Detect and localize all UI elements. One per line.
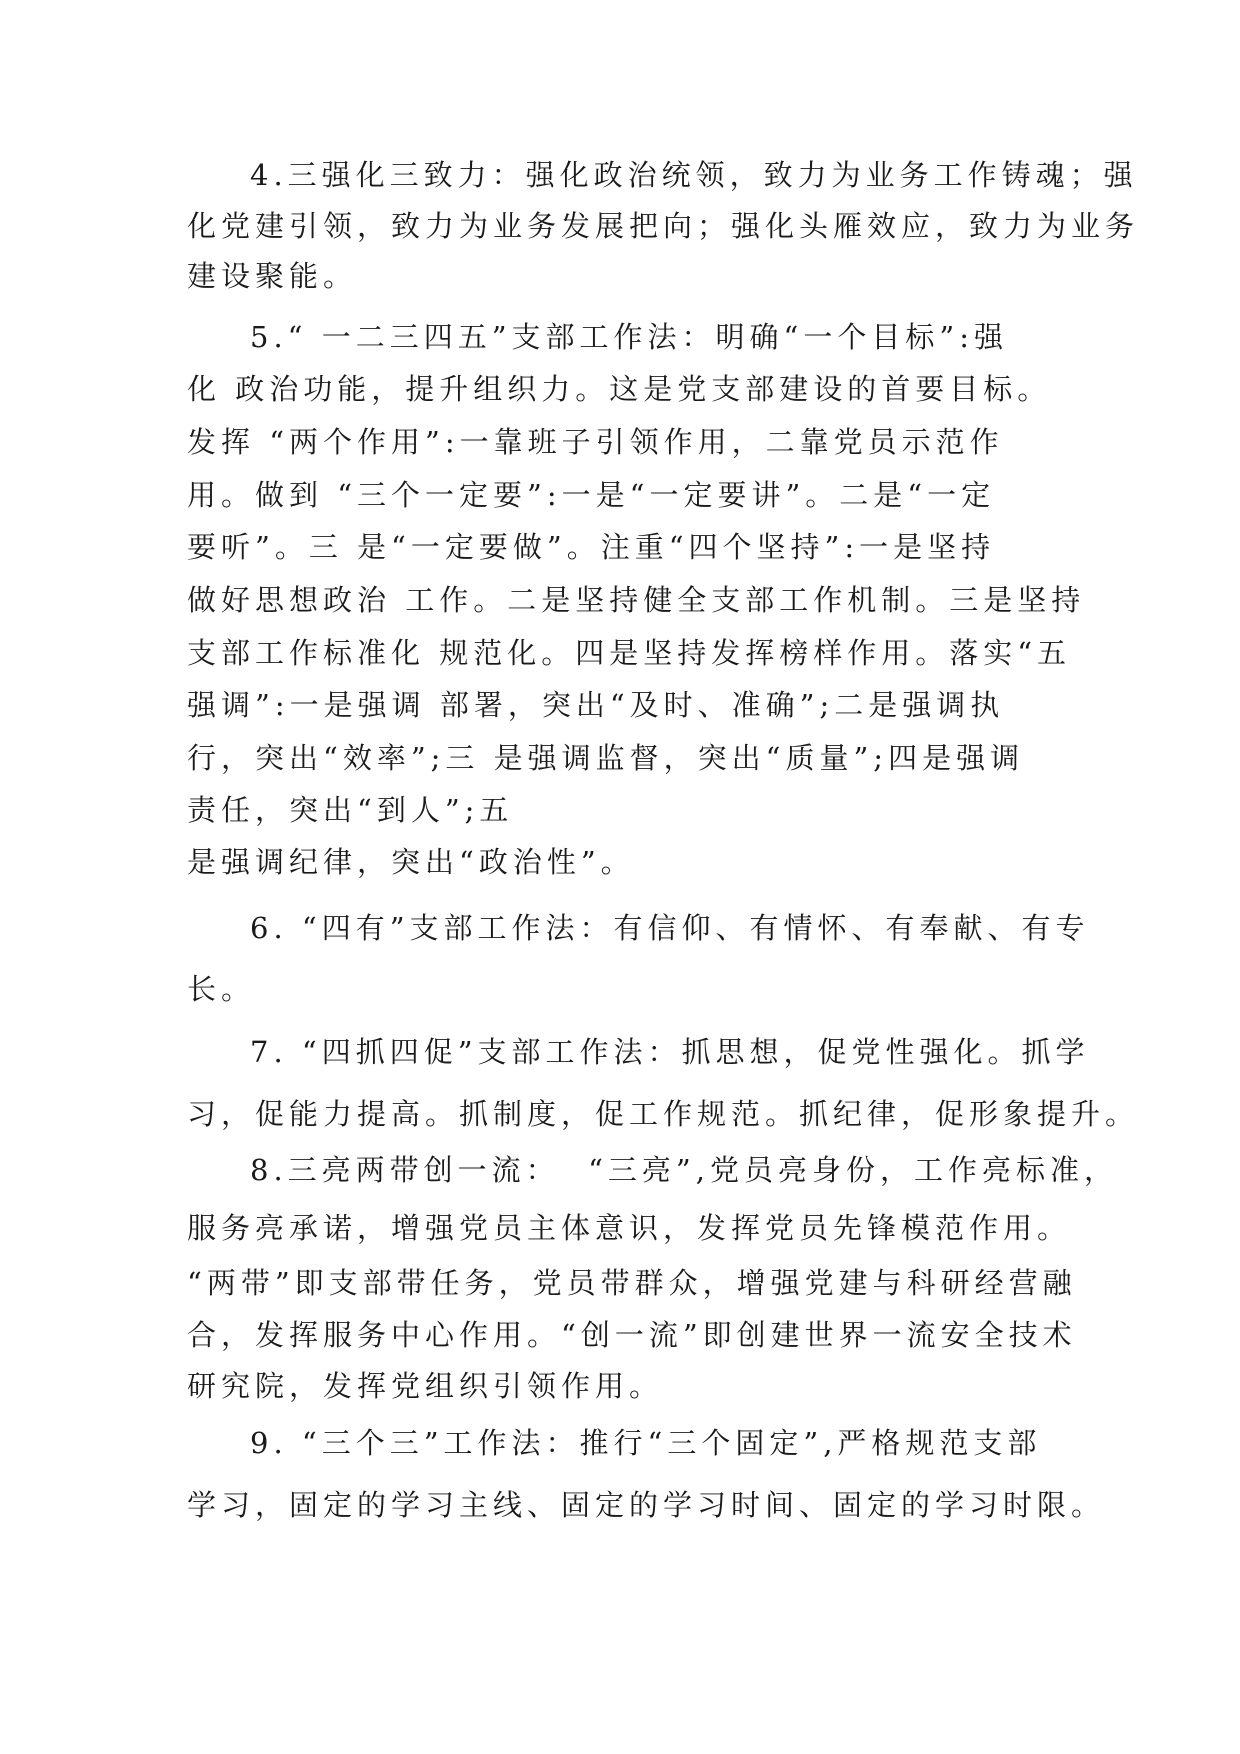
text-line: 7. “四抓四促”支部工作法：抓思想，促党性强化。抓学 (250, 1035, 1090, 1069)
text-line: 强调”:一是强调 部署，突出“及时、准确”;二是强调执 (187, 688, 1005, 722)
text-line: 行，突出“效率”;三 是强调监督，突出“质量”;四是强调 (187, 741, 1025, 775)
text-line: 合，发挥服务中心作用。“创一流”即创建世界一流安全技术 (187, 1318, 1077, 1352)
text-line: 支部工作标准化 规范化。四是坚持发挥榜样作用。落实“五 (187, 636, 1072, 670)
text-line: 长。 (187, 972, 256, 1006)
text-line: 建设聚能。 (187, 259, 358, 293)
text-line: 发挥 “两个作用”:一靠班子引领作用，二靠党员示范作 (187, 425, 1004, 459)
text-line: 5.“ 一二三四五”支部工作法：明确“一个目标”:强 (250, 320, 1008, 354)
text-line: 用。做到 “三个一定要”:一是“一定要讲”。二是“一定 (187, 478, 996, 512)
text-line: 服务亮承诺，增强党员主体意识，发挥党员先锋模范作用。 (187, 1211, 1072, 1245)
text-line: 做好思想政治 工作。二是坚持健全支部工作机制。三是坚持 (187, 583, 1086, 617)
text-line: 是强调纪律，突出“政治性”。 (187, 845, 635, 879)
text-line: 9. “三个三”工作法：推行“三个固定”,严格规范支部 (250, 1426, 1042, 1460)
text-line: 学习，固定的学习主线、固定的学习时间、固定的学习时限。 (187, 1488, 1106, 1522)
text-line: 责任，突出“到人”;五 (187, 793, 514, 827)
text-line: 习，促能力提高。抓制度，促工作规范。抓纪律，促形象提升。 (187, 1097, 1140, 1131)
text-line: 4.三强化三致力：强化政治统领，致力为业务工作铸魂；强 (250, 158, 1138, 192)
text-line: 要听”。三 是“一定要做”。注重“四个坚持”:一是坚持 (187, 530, 996, 564)
text-line: 化党建引领，致力为业务发展把向；强化头雁效应，致力为业务 (187, 209, 1140, 243)
text-line: “两带”即支部带任务，党员带群众，增强党建与科研经营融 (187, 1266, 1077, 1300)
text-line: 8.三亮两带创一流： “三亮”,党员亮身份，工作亮标准， (250, 1153, 1118, 1187)
text-line: 6. “四有”支部工作法：有信仰、有情怀、有奉献、有专 (250, 911, 1090, 945)
text-line: 化 政治功能，提升组织力。这是党支部建设的首要目标。 (187, 372, 1052, 406)
text-line: 研究院，发挥党组织引领作用。 (187, 1369, 664, 1403)
